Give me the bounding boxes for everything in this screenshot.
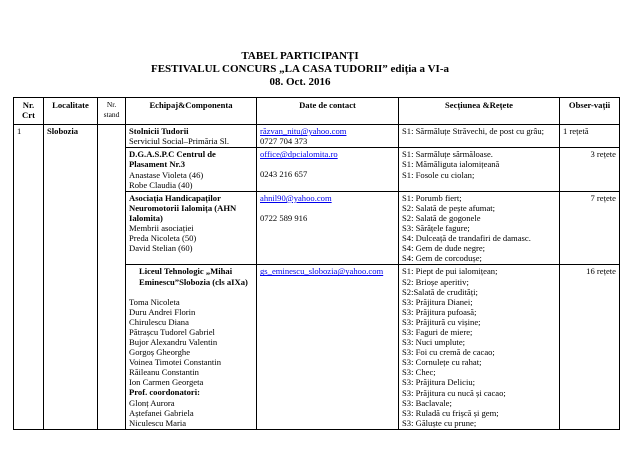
team-member: Bujor Alexandru Valentin [129, 336, 218, 347]
recipe-item: S2: Salată de gogonele [402, 212, 481, 223]
header-sectiunea: Secțiunea &Rețete [399, 98, 560, 125]
contact-cell [257, 265, 399, 430]
team-cell [126, 265, 257, 430]
phone-number: 0243 216 657 [260, 169, 308, 180]
recipe-item: S1: Sarmăluțe sărmăloase. [402, 149, 493, 160]
recipes-cell [399, 191, 560, 265]
team-member: Duru Andrei Florin [129, 306, 196, 317]
recipe-item: S3: Prăjitură cu vișine; [402, 316, 481, 327]
email-link[interactable]: ahnil90@yahoo.com [260, 192, 332, 203]
header-nr-stand: Nr. stand [98, 98, 126, 125]
recipe-item: S2: Brioșe aperitiv; [402, 276, 469, 287]
recipe-item: S2: Salată de pește afumat; [402, 202, 496, 213]
recipe-item: S3: Prăjitura Deliciu; [402, 377, 476, 388]
coordinator: Glonț Aurora [129, 397, 175, 408]
team-member: David Stelian (60) [129, 243, 193, 254]
team-member: Pătrașcu Tudorel Gabriel [129, 326, 215, 337]
team-title: Liceul Tehnologic „Mihai Eminescu”Slobozia (cls aIXa) [139, 266, 248, 287]
recipe-item: S3: Faguri de miere; [402, 326, 473, 337]
recipe-item: S1: Piept de pui ialomițean; [402, 266, 498, 277]
team-member: Membrii asociației [129, 223, 194, 234]
team-member: Toma Nicoleta [129, 296, 180, 307]
team-member: Gorgoș Gheorghe [129, 347, 191, 358]
phone-number: 0727 704 373 [260, 136, 308, 147]
team-title: D.G.A.S.P.C Centrul de Plasament Nr.3 [129, 149, 216, 170]
team-member: Serviciul Social–Primăria Sl. [129, 136, 230, 147]
title-line-2: FESTIVALUL CONCURS „LA CASA TUDORII” ediția a VI-a [151, 63, 449, 75]
team-member: Anastase Violeta (46) [129, 169, 204, 180]
obs-cell: 16 rețete [560, 265, 620, 430]
obs-cell: 7 rețete [560, 191, 620, 265]
recipes-cell [399, 148, 560, 191]
recipe-item: S3: Prăjitura Dianei; [402, 296, 473, 307]
header-contact: Date de contact [257, 98, 399, 125]
recipe-item: S3: Găluște cu prune; [402, 417, 477, 428]
team-member: Robe Claudia (40) [129, 179, 193, 190]
contact-cell [257, 191, 399, 265]
recipe-item: S1: Fosole cu ciolan; [402, 169, 475, 180]
email-link[interactable]: răzvan_nitu@yahoo.com [260, 126, 347, 137]
team-member: Chirulescu Diana [129, 316, 189, 327]
recipe-item: S4: Dulceață de trandafiri de damasc. [402, 233, 531, 244]
participants-table [13, 97, 620, 430]
team-cell [126, 125, 257, 148]
recipe-item: S3: Foi cu cremă de cacao; [402, 347, 495, 358]
recipe-item: S4: Gem de corcodușe; [402, 253, 482, 264]
recipes-cell [399, 125, 560, 148]
row-localitate: Slobozia [44, 125, 98, 430]
row-stand [98, 125, 126, 430]
email-link[interactable]: gs_eminescu_slobozia@yahoo.com [260, 266, 384, 277]
team-member: Răileanu Constantin [129, 367, 199, 378]
recipes-cell [399, 265, 560, 430]
recipe-item: S3: Nuci umplute; [402, 337, 466, 348]
recipe-item: S3: Prăjitura cu nucă și cacao; [402, 387, 506, 398]
team-title: Asociația Handicapaților Neuromotorii Ialomița (AHN Ialomita) [129, 192, 237, 223]
contact-cell [257, 125, 399, 148]
recipe-item: S3: Ruladă cu frișcă și gem; [402, 407, 499, 418]
team-cell [126, 148, 257, 191]
obs-cell: 1 rețetă [560, 125, 620, 148]
row-number: 1 [14, 125, 44, 430]
phone-number: 0722 589 916 [260, 212, 308, 223]
recipe-item: S1: Porumb fiert; [402, 192, 462, 203]
title-line-1: TABEL PARTICIPANȚI [241, 50, 359, 62]
team-title: Stolnicii Tudorii [129, 126, 189, 137]
recipe-item: S1: Mămăliguta ialomițeană [402, 159, 500, 170]
document-title [0, 50, 600, 89]
recipe-item: S3: Sărățele fagure; [402, 223, 470, 234]
recipe-item: S3: Baclavale; [402, 397, 452, 408]
coordinator: Niculescu Maria [129, 417, 187, 428]
header-localitate: Localitate [44, 98, 98, 125]
contact-cell [257, 148, 399, 191]
recipe-item: S3: Chec; [402, 367, 436, 378]
recipe-item: S3: Cornulețe cu rahat; [402, 357, 482, 368]
recipe-item: S4: Gem de dude negre; [402, 243, 486, 254]
recipe-item: S3: Prăjitura pufoasă; [402, 306, 477, 317]
table-row [14, 125, 620, 148]
team-member: Ion Carmen Georgeta [129, 377, 204, 388]
title-line-3: 08. Oct. 2016 [269, 76, 331, 88]
header-nr-crt: Nr. Crt [14, 98, 44, 125]
team-member: Voinea Timotei Constantin [129, 357, 221, 368]
header-observatii: Obser-vații [560, 98, 620, 125]
coordinators-label: Prof. coordonatori: [129, 387, 200, 398]
obs-cell: 3 rețete [560, 148, 620, 191]
email-link[interactable]: office@dpcialomita.ro [260, 149, 338, 160]
team-cell [126, 191, 257, 265]
coordinator: Aștefanei Gabriela [129, 407, 194, 418]
header-row [14, 98, 620, 125]
recipe-item: S1: Sărmăluțe Străvechi, de post cu grâu; [402, 126, 545, 137]
team-member: Preda Nicoleta (50) [129, 233, 197, 244]
recipe-item: S2:Salată de crudități; [402, 286, 478, 297]
header-echipaj: Echipaj&Componenta [126, 98, 257, 125]
